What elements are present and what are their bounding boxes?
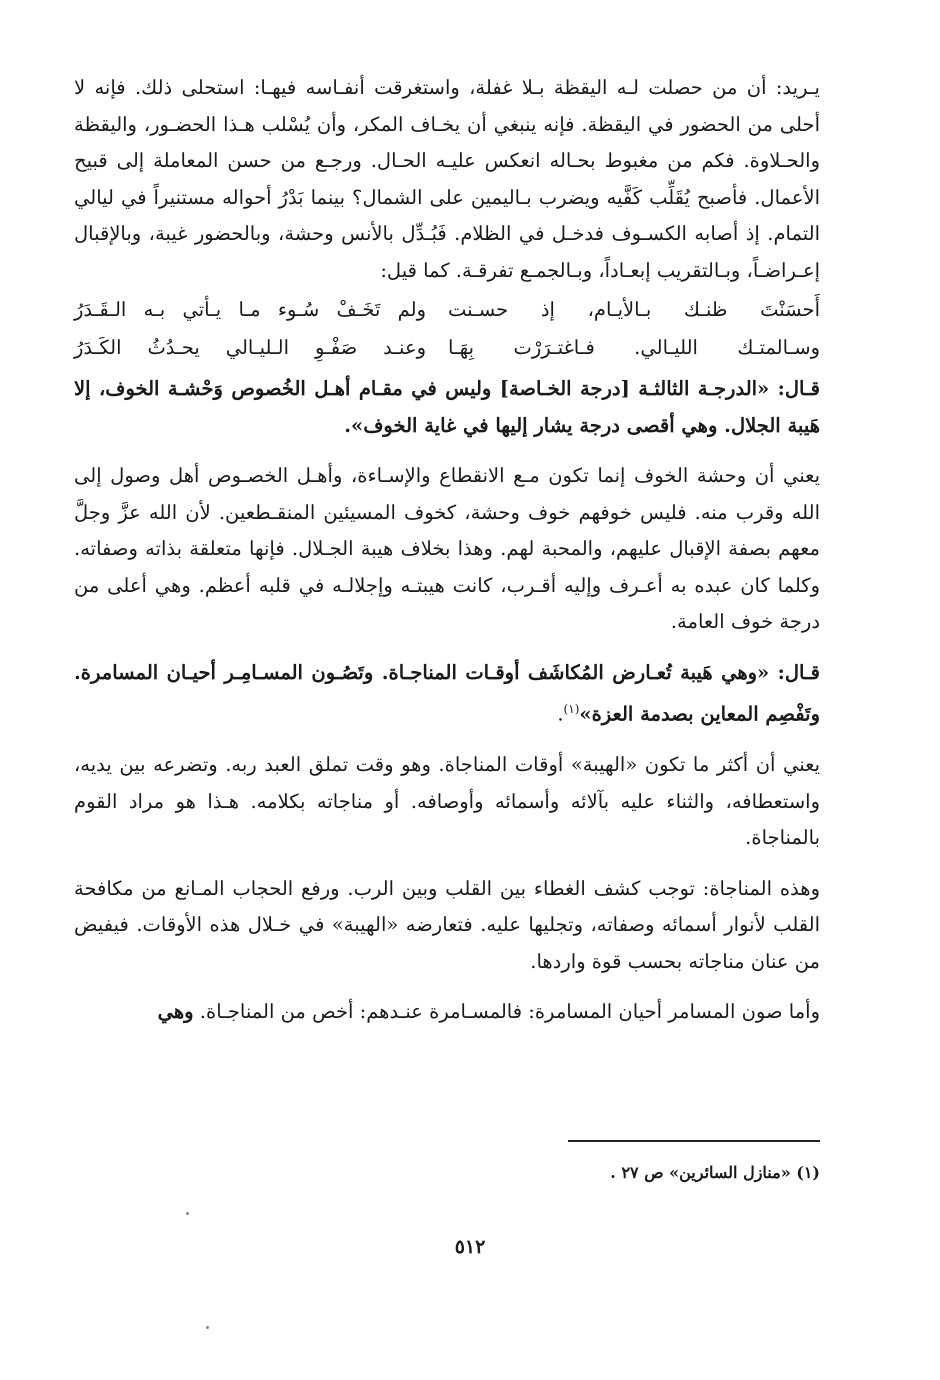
quote-paragraph-1: قـال: «الدرجـة الثالثـة [درجة الخـاصة] وليس في مقـام أهـل الخُصوص وَحْشـة الخوف، إلا هَيبة الجلال. وهي أقصى درجة يشار إليها في غاية الخوف». [74, 377, 820, 437]
footnote: (١) «منازل السائرين» ص ٢٧ . [610, 1163, 820, 1182]
verse-2-second-hemistich: وعنـد صَفْـوِ الـليـالي يحـدُثُ الكَـدَرُ [74, 336, 426, 359]
poem-verse-2 [74, 329, 820, 367]
paragraph-2: يعني أن وحشة الخوف إنما تكون مـع الانقطاع والإسـاءة، وأهـل الخصـوص أهل وصول إلى الله وقرب منه. فليس خوفهم خوف وحشة، كخوف المسيئين المنقـطعين. لأن الله عزَّ وجلَّ معهم بصفة الإقبال عليهم، والمحبة لهم. وهذا بخلاف هيبة الجـلال. فإنها متعلقة بذاته وصفاته. وكلما كان عبده به أعـرف وإليه أقـرب، كانت هيبتـه وإجلالـه في قلبه أعظم. وهي أعلى من درجة خوف العامة. [74, 464, 820, 633]
paragraph-1: يـريد: أن من حصلت لـه اليقظة بـلا غفلة، واستغرقت أنفـاسه فيهـا: استحلى ذلك. فإنه لا أحلى من الحضور في اليقظة. فإنه ينبغي أن يخـاف المكر، وأن يُسْلب هـذا الحضـور، واليقظة والحـلاوة. فكم من مغبوط بحـاله انعكس عليـه الحـال. ورجـع من حسن المعاملة إلى قبيح الأعمال. فأصبح يُقَلِّب كَفَّيه ويضرب بـاليمين على الشمال؟ بينما بَدْرُ أحواله مستنيراً في ليالي التمام. إذ أصابه الكسـوف فدخـل في الظلام. فَبُـدِّل بالأنس وحشة، وبالحضور غيبة، وبالإقبال إعـراضـاً، وبـالتقريب إبعـاداً، وبـالجمـع تفرقـة. كما قيل: [74, 76, 820, 282]
paragraph-4: وهذه المناجاة: توجب كشف الغطاء بين القلب وبين الرب. ورفع الحجاب المـانع من مكافحة القلب لأنوار أسمائه وصفاته، وتجليها عليه. فتعارضه «الهيبة» في خـلال هذه الأوقات. فيفيض من عنان مناجاته بحسب قوة واردها. [74, 876, 820, 973]
footnote-divider [568, 1140, 820, 1142]
footnote-reference: (١) [563, 702, 580, 716]
quote-2-text: قـال: «وهي هَيبة تُعـارض المُكاشَف أوقـات المناجـاة. وتَصُـون المسـامِـر أحيـان المسامرة. وتَفْصِم المعاين بصدمة العزة» [74, 660, 820, 726]
page-body [74, 70, 820, 1031]
quote-paragraph-2 [74, 655, 820, 734]
poem-verse-1 [74, 291, 820, 329]
verse-1-second-hemistich: ولم تَخَـفْ سُـوء مـا يـأتي بـه الـقَـدَرُ [74, 298, 426, 321]
poem [74, 291, 820, 367]
scan-speck [186, 1212, 189, 1215]
paragraph-3: يعني أن أكثر ما تكون «الهيبة» أوقات المناجاة. وهو وقت تملق العبد ربه. وتضرعه بين يديه، واستعطافه، والثناء عليه بآلائه وأسمائه وأوصافه. أو مناجاته بكلامه. هـذا هو مراد القوم بالمناجاة. [74, 753, 820, 849]
verse-1-first-hemistich: أَحسَنْتَ ظنـك بـالأيـام، إذ حسـنت [448, 298, 820, 321]
paragraph-5-text: وأما صون المسامر أحيان المسامرة: فالمسـامرة عنـدهم: أخص من المناجـاة. [199, 1000, 820, 1023]
verse-2-first-hemistich: وسـالمتـك الليـالي. فـاغتـرَرْت بِهَـا [448, 336, 820, 359]
paragraph-5 [74, 994, 820, 1031]
page-number: ٥١٢ [454, 1236, 486, 1258]
paragraph-5-bold: وهي [157, 1000, 194, 1023]
scan-speck [206, 1326, 209, 1329]
quote-2-end: . [557, 702, 564, 726]
